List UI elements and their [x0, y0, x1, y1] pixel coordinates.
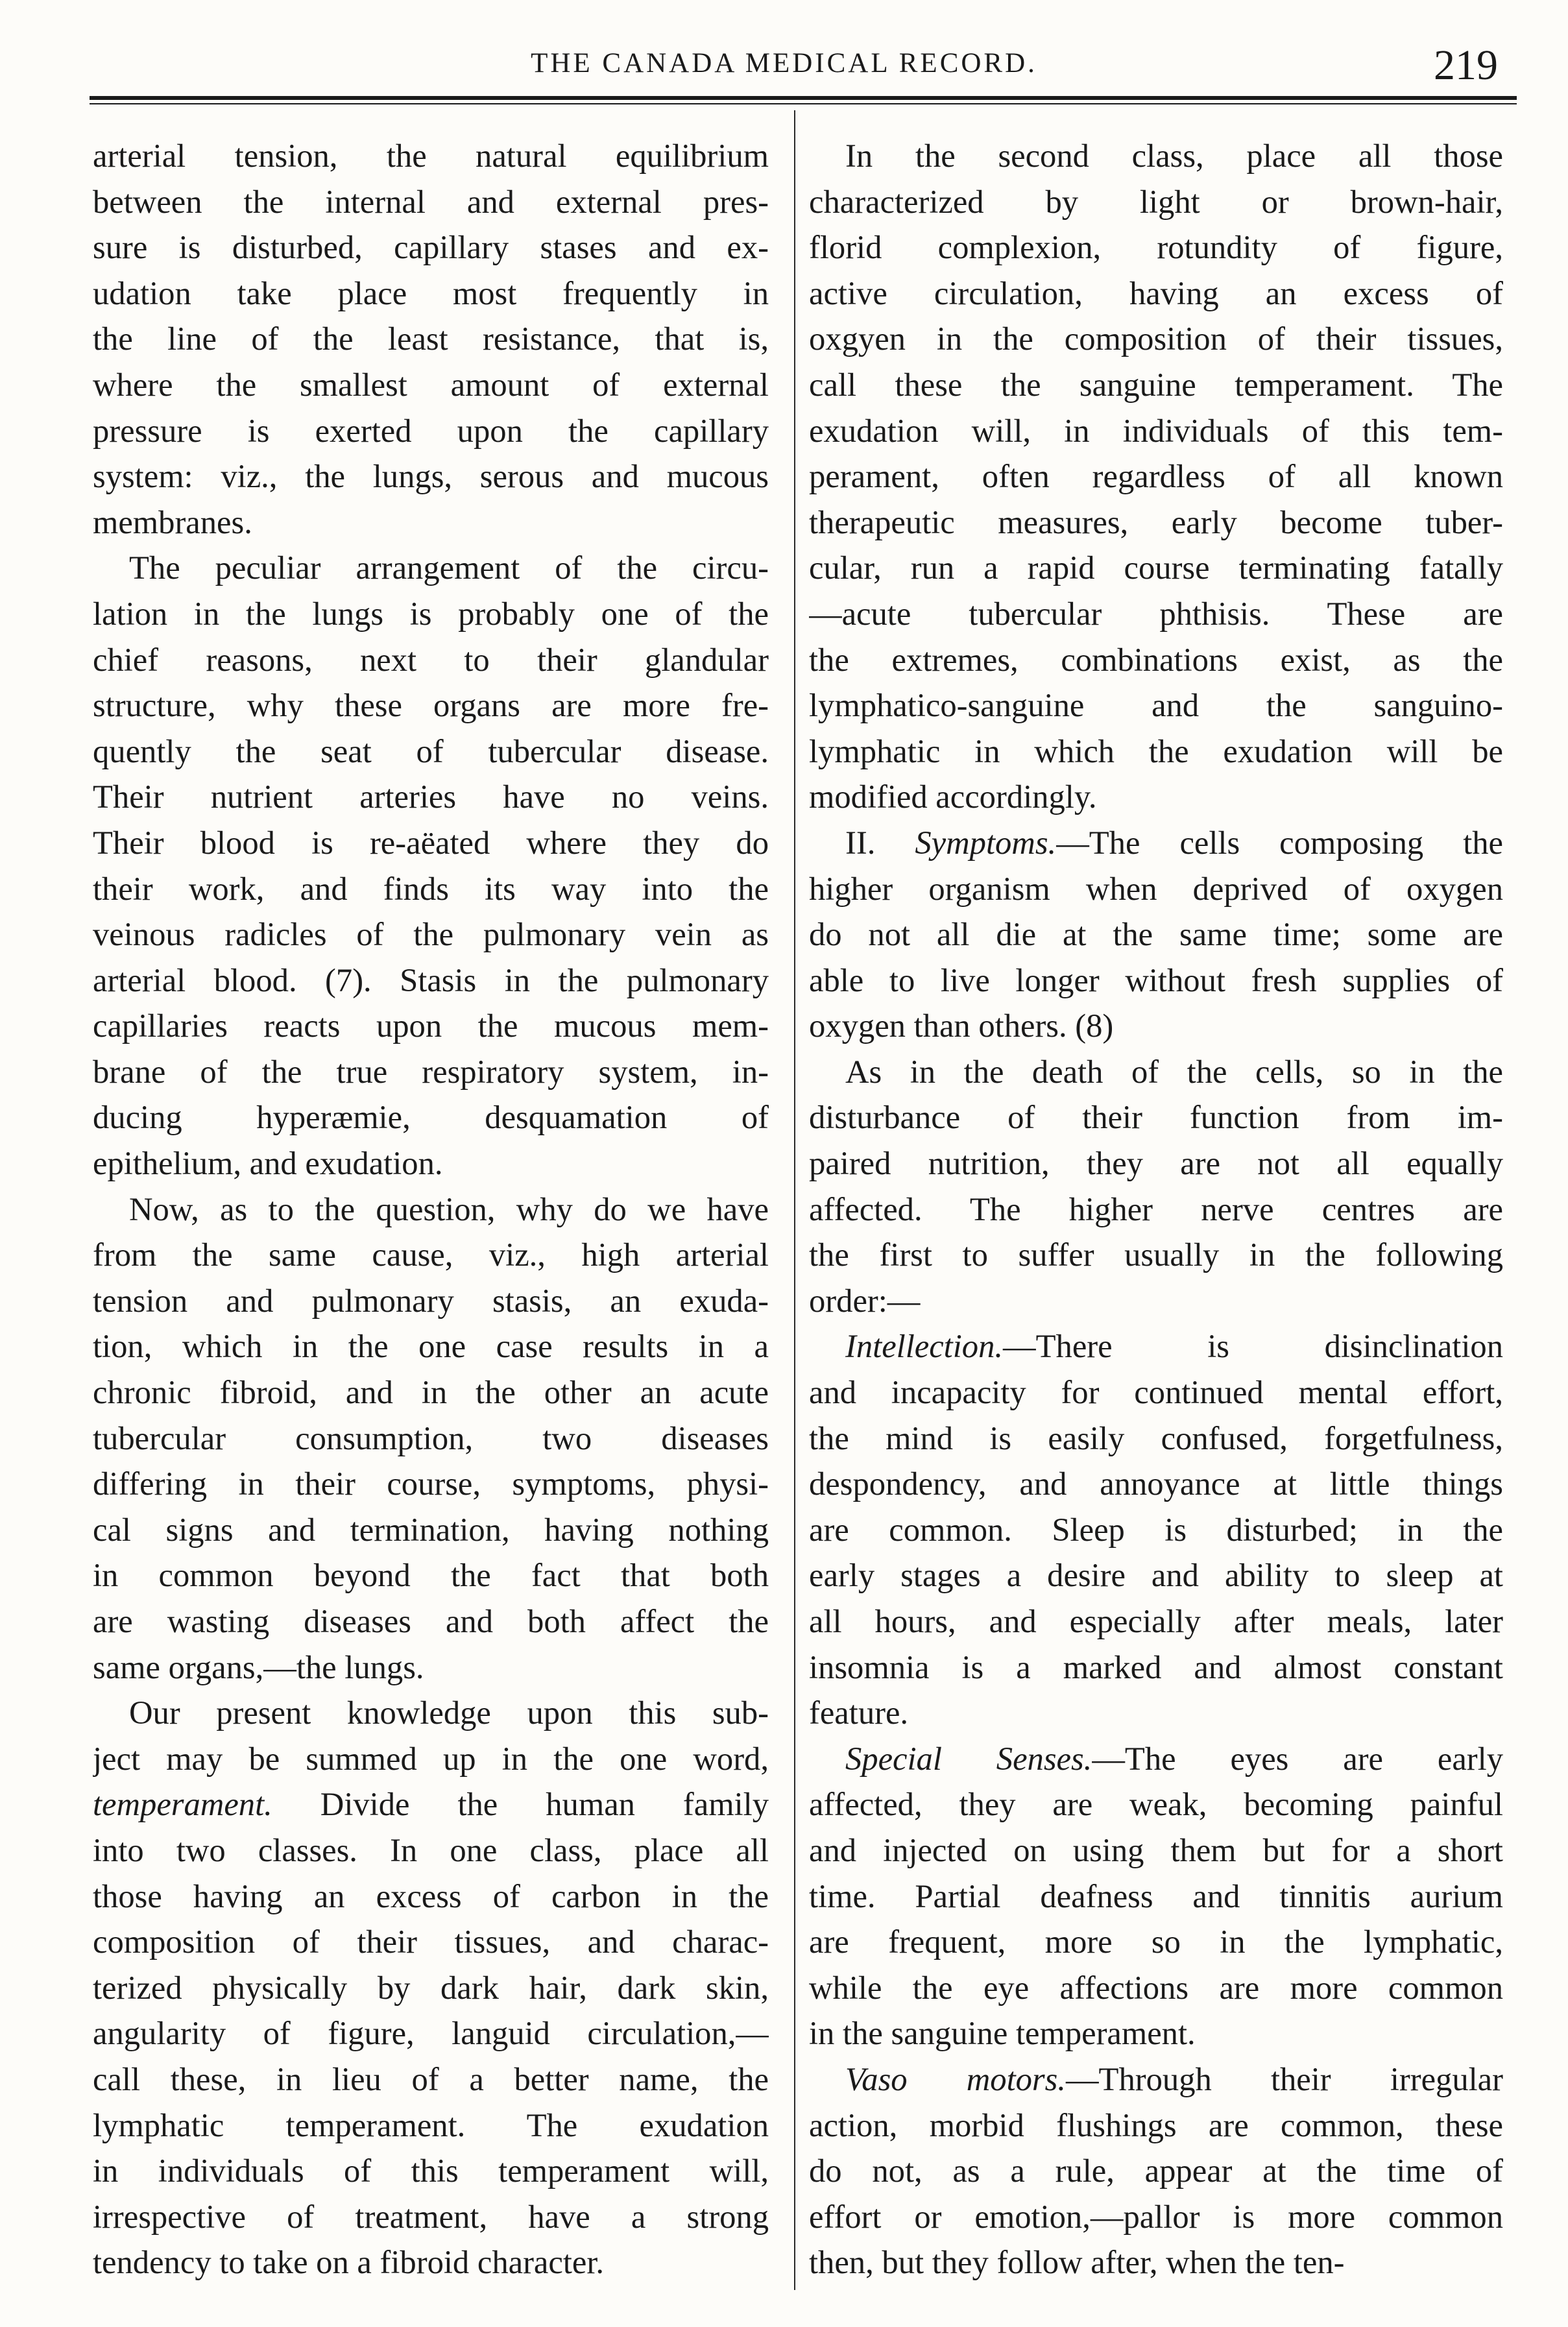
- text-line: and injected on using them but for a short: [809, 1831, 1503, 1868]
- text-line: sure is disturbed, capillary stases and ex-: [93, 229, 769, 266]
- text-line: Vaso motors.—Through their irregular: [845, 2060, 1503, 2097]
- text-line: oxygen than others. (8): [809, 1007, 1114, 1044]
- text-line: oxgyen in the composition of their tissues,: [809, 320, 1503, 357]
- text-line: do not all die at the same time; some are: [809, 916, 1503, 953]
- text-line: differing in their course, symptoms, physi-: [93, 1465, 769, 1502]
- text-line: II. Symptoms.—The cells composing the: [845, 824, 1503, 861]
- text-line: The peculiar arrangement of the circu-: [129, 549, 769, 586]
- text-line: are common. Sleep is disturbed; in the: [809, 1511, 1503, 1548]
- text-line: therapeutic measures, early become tuber-: [809, 503, 1503, 540]
- text-line: cular, run a rapid course terminating fatally: [809, 549, 1503, 586]
- page-number: 219: [1434, 42, 1498, 89]
- text-line: active circulation, having an excess of: [809, 274, 1503, 311]
- text-line: pressure is exerted upon the capillary: [93, 412, 769, 449]
- left-column: [93, 133, 769, 2285]
- text-line: As in the death of the cells, so in the: [845, 1053, 1503, 1090]
- text-line: paired nutrition, they are not all equally: [809, 1145, 1503, 1182]
- text-line: call these the sanguine temperament. The: [809, 366, 1503, 403]
- text-line: irrespective of treatment, have a strong: [93, 2198, 769, 2235]
- column-divider: [794, 110, 795, 2290]
- text-line: are frequent, more so in the lymphatic,: [809, 1923, 1503, 1960]
- text-line: despondency, and annoyance at little things: [809, 1465, 1503, 1502]
- text-line: into two classes. In one class, place all: [93, 1831, 769, 1868]
- text-line: lation in the lungs is probably one of the: [93, 595, 769, 632]
- text-line: lymphatico-sanguine and the sanguino-: [809, 687, 1503, 724]
- text-line: the mind is easily confused, forgetfulness,: [809, 1419, 1503, 1456]
- text-line: Our present knowledge upon this sub-: [129, 1694, 769, 1731]
- journal-title: THE CANADA MEDICAL RECORD.: [531, 48, 1037, 78]
- text-line: in common beyond the fact that both: [93, 1557, 769, 1594]
- text-line: exudation will, in individuals of this tem-: [809, 412, 1503, 449]
- text-line: chief reasons, next to their glandular: [93, 641, 769, 678]
- text-line: do not, as a rule, appear at the time of: [809, 2152, 1503, 2189]
- text-line: while the eye affections are more common: [809, 1969, 1503, 2006]
- text-line: tendency to take on a fibroid character.: [93, 2244, 605, 2281]
- text-line: disturbance of their function from im-: [809, 1099, 1503, 1136]
- text-line: temperament. Divide the human family: [93, 1786, 769, 1823]
- text-line: tion, which in the one case results in a: [93, 1328, 769, 1365]
- text-line: ducing hyperæmie, desquamation of: [93, 1099, 769, 1136]
- text-line: their work, and finds its way into the: [93, 870, 769, 907]
- text-line: Their blood is re-aëated where they do: [93, 824, 769, 861]
- text-line: system: viz., the lungs, serous and mucous: [93, 458, 769, 495]
- text-line: effort or emotion,—pallor is more common: [809, 2198, 1503, 2235]
- text-line: veinous radicles of the pulmonary vein as: [93, 916, 769, 953]
- text-line: arterial tension, the natural equilibrium: [93, 138, 769, 174]
- text-line: the line of the least resistance, that is,: [93, 320, 769, 357]
- text-line: from the same cause, viz., high arterial: [93, 1236, 769, 1273]
- running-head: [0, 36, 1568, 88]
- text-line: time. Partial deafness and tinnitis aurium: [809, 1877, 1503, 1914]
- text-line: cal signs and termination, having nothing: [93, 1511, 769, 1548]
- header-rule: [90, 96, 1517, 100]
- text-line: Special Senses.—The eyes are early: [845, 1740, 1503, 1777]
- text-line: angularity of figure, languid circulation,—: [93, 2015, 769, 2052]
- text-line: tubercular consumption, two diseases: [93, 1419, 769, 1456]
- text-line: brane of the true respiratory system, in-: [93, 1053, 769, 1090]
- text-line: terized physically by dark hair, dark skin,: [93, 1969, 769, 2006]
- text-line: chronic fibroid, and in the other an acute: [93, 1374, 769, 1411]
- text-line: same organs,—the lungs.: [93, 1648, 424, 1685]
- text-line: those having an excess of carbon in the: [93, 1877, 769, 1914]
- text-line: In the second class, place all those: [845, 138, 1503, 174]
- text-line: affected, they are weak, becoming painful: [809, 1786, 1503, 1823]
- text-line: modified accordingly.: [809, 778, 1097, 815]
- text-line: able to live longer without fresh supplies of: [809, 961, 1503, 998]
- text-line: Now, as to the question, why do we have: [129, 1190, 769, 1227]
- text-line: action, morbid flushings are common, these: [809, 2106, 1503, 2143]
- text-line: then, but they follow after, when the ten-: [809, 2244, 1345, 2281]
- header-rule-thin: [90, 103, 1517, 104]
- text-line: affected. The higher nerve centres are: [809, 1190, 1503, 1227]
- text-line: all hours, and especially after meals, later: [809, 1603, 1503, 1639]
- text-line: udation take place most frequently in: [93, 274, 769, 311]
- text-line: in the sanguine temperament.: [809, 2015, 1196, 2052]
- text-line: composition of their tissues, and charac-: [93, 1923, 769, 1960]
- text-line: ject may be summed up in the one word,: [93, 1740, 769, 1777]
- text-line: arterial blood. (7). Stasis in the pulmonary: [93, 961, 769, 998]
- text-line: membranes.: [93, 503, 252, 540]
- text-line: order:—: [809, 1282, 921, 1319]
- text-line: quently the seat of tubercular disease.: [93, 732, 769, 769]
- text-line: —acute tubercular phthisis. These are: [809, 595, 1503, 632]
- text-line: perament, often regardless of all known: [809, 458, 1503, 495]
- text-line: where the smallest amount of external: [93, 366, 769, 403]
- text-line: Their nutrient arteries have no veins.: [93, 778, 769, 815]
- text-line: feature.: [809, 1694, 909, 1731]
- text-line: early stages a desire and ability to sleep at: [809, 1557, 1503, 1594]
- right-column: [809, 133, 1503, 2285]
- text-line: lymphatic temperament. The exudation: [93, 2106, 769, 2143]
- text-line: capillaries reacts upon the mucous mem-: [93, 1007, 769, 1044]
- text-line: between the internal and external pres-: [93, 183, 769, 220]
- text-line: in individuals of this temperament will,: [93, 2152, 769, 2189]
- text-line: tension and pulmonary stasis, an exuda-: [93, 1282, 769, 1319]
- text-line: structure, why these organs are more fre-: [93, 687, 769, 724]
- text-line: lymphatic in which the exudation will be: [809, 732, 1503, 769]
- text-line: are wasting diseases and both affect the: [93, 1603, 769, 1639]
- text-line: epithelium, and exudation.: [93, 1145, 443, 1182]
- text-line: Intellection.—There is disinclination: [845, 1328, 1503, 1365]
- text-line: call these, in lieu of a better name, the: [93, 2060, 769, 2097]
- text-line: and incapacity for continued mental effort,: [809, 1374, 1503, 1411]
- text-line: the extremes, combinations exist, as the: [809, 641, 1503, 678]
- text-line: the first to suffer usually in the following: [809, 1236, 1503, 1273]
- text-line: insomnia is a marked and almost constant: [809, 1648, 1503, 1685]
- text-line: florid complexion, rotundity of figure,: [809, 229, 1503, 266]
- text-line: higher organism when deprived of oxygen: [809, 870, 1503, 907]
- text-line: characterized by light or brown-hair,: [809, 183, 1503, 220]
